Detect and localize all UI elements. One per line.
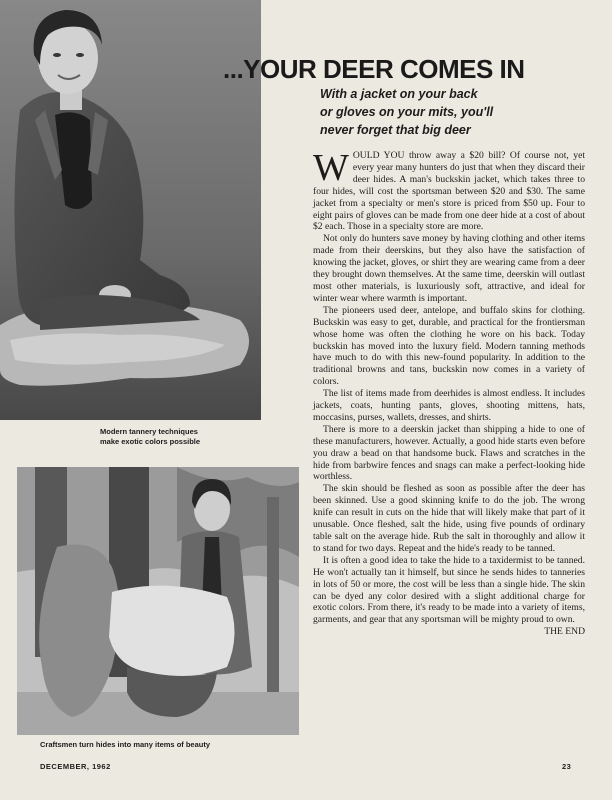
photo-woman-jacket-image bbox=[0, 0, 261, 420]
article-paragraph: It is often a good idea to take the hide to a taxidermist to be tanned. He won't actually tan it himself, but since he sends hides to tanneries in lots of 50 or more, the cost will be less than a single hide. The skin can be dyed any color desired with a slight additional charge for exotic colors. From there, it's ready to be made into a variety of items, garments, and gear that any sportsman will be mighty proud to own. THE END bbox=[313, 554, 585, 638]
the-end-mark: THE END bbox=[544, 626, 585, 638]
page-number: 23 bbox=[562, 762, 572, 771]
article-paragraph: The skin should be fleshed as soon as possible after the deer has been skinned. Use a good skinning knife to do the job. The wrong knife can result in cuts on the hide that will likely make that part of it unusable. Once fleshed, salt the hide, using five pounds of ordinary table salt on the average hide. Rub the salt in thoroughly and allow it to stand for two days. Repeat and the hide's ready to be tanned. bbox=[313, 483, 585, 554]
caption-top-photo: Modern tannery techniques make exotic colors possible bbox=[100, 427, 201, 446]
article-paragraph: WOULD YOU throw away a $20 bill? Of course not, yet every year many hunters do just that when they discard their deer hides. A man's buckskin jacket, which takes three to four hides, will cost the sportsman between $20 and $30. The same jacket from a specialty or men's store is priced from $50 up. Four to eight pairs of gloves can be made from one deer hide at a cost of about $2 each. Those in a specialty store are more. bbox=[313, 147, 585, 233]
article-paragraph: Not only do hunters save money by having clothing and other items made from their deerskins, but they also have the satisfaction of knowing the jacket, gloves, or shirt they are wearing came from a deer they brought down themselves. At the same time, deerskin will outlast most other materials, is luxuriously soft, attractive, and ideal for winter wear where warmth is important. bbox=[313, 233, 585, 304]
subhead-line: or gloves on your mits, you'll bbox=[320, 105, 494, 119]
drop-cap: W bbox=[313, 147, 349, 189]
article-paragraph: There is more to a deerskin jacket than shipping a hide to one of these manufacturers, however. Actually, a good hide starts even before you draw a bead on that handsome buck. Flaws and scratches in the hide from barbwire fences and snags can make a perfect-looking hide worthless. bbox=[313, 423, 585, 483]
photo-woman-jacket bbox=[0, 0, 261, 420]
article-paragraph: The list of items made from deerhides is almost endless. It includes jackets, coats, hunting pants, gloves, shooting mittens, hats, moccasins, purses, wallets, dresses, and shirts. bbox=[313, 388, 585, 423]
footer-date: DECEMBER, 1962 bbox=[40, 762, 111, 771]
photo-craftsman-hides-image bbox=[17, 467, 299, 735]
caption-bottom-photo: Craftsmen turn hides into many items of beauty bbox=[40, 740, 211, 749]
article-paragraph: The pioneers used deer, antelope, and buffalo skins for clothing. Buckskin was easy to get, durable, and practical for the frontiersman whose home was often the clothing he wore on his back. Today buckskin has moved into the luxury field. Modern tanning methods have much to do with this new-found popularity. In addition to the traditional browns and tans, buckskin now comes in a variety of colors. bbox=[313, 304, 585, 388]
article-headline: ...YOUR DEER COMES IN bbox=[223, 54, 525, 84]
article-subhead bbox=[320, 85, 580, 139]
subhead-line: never forget that big deer bbox=[320, 123, 471, 137]
subhead-line: With a jacket on your back bbox=[320, 87, 478, 101]
photo-craftsman-hides bbox=[17, 467, 299, 735]
article-body bbox=[313, 147, 585, 750]
